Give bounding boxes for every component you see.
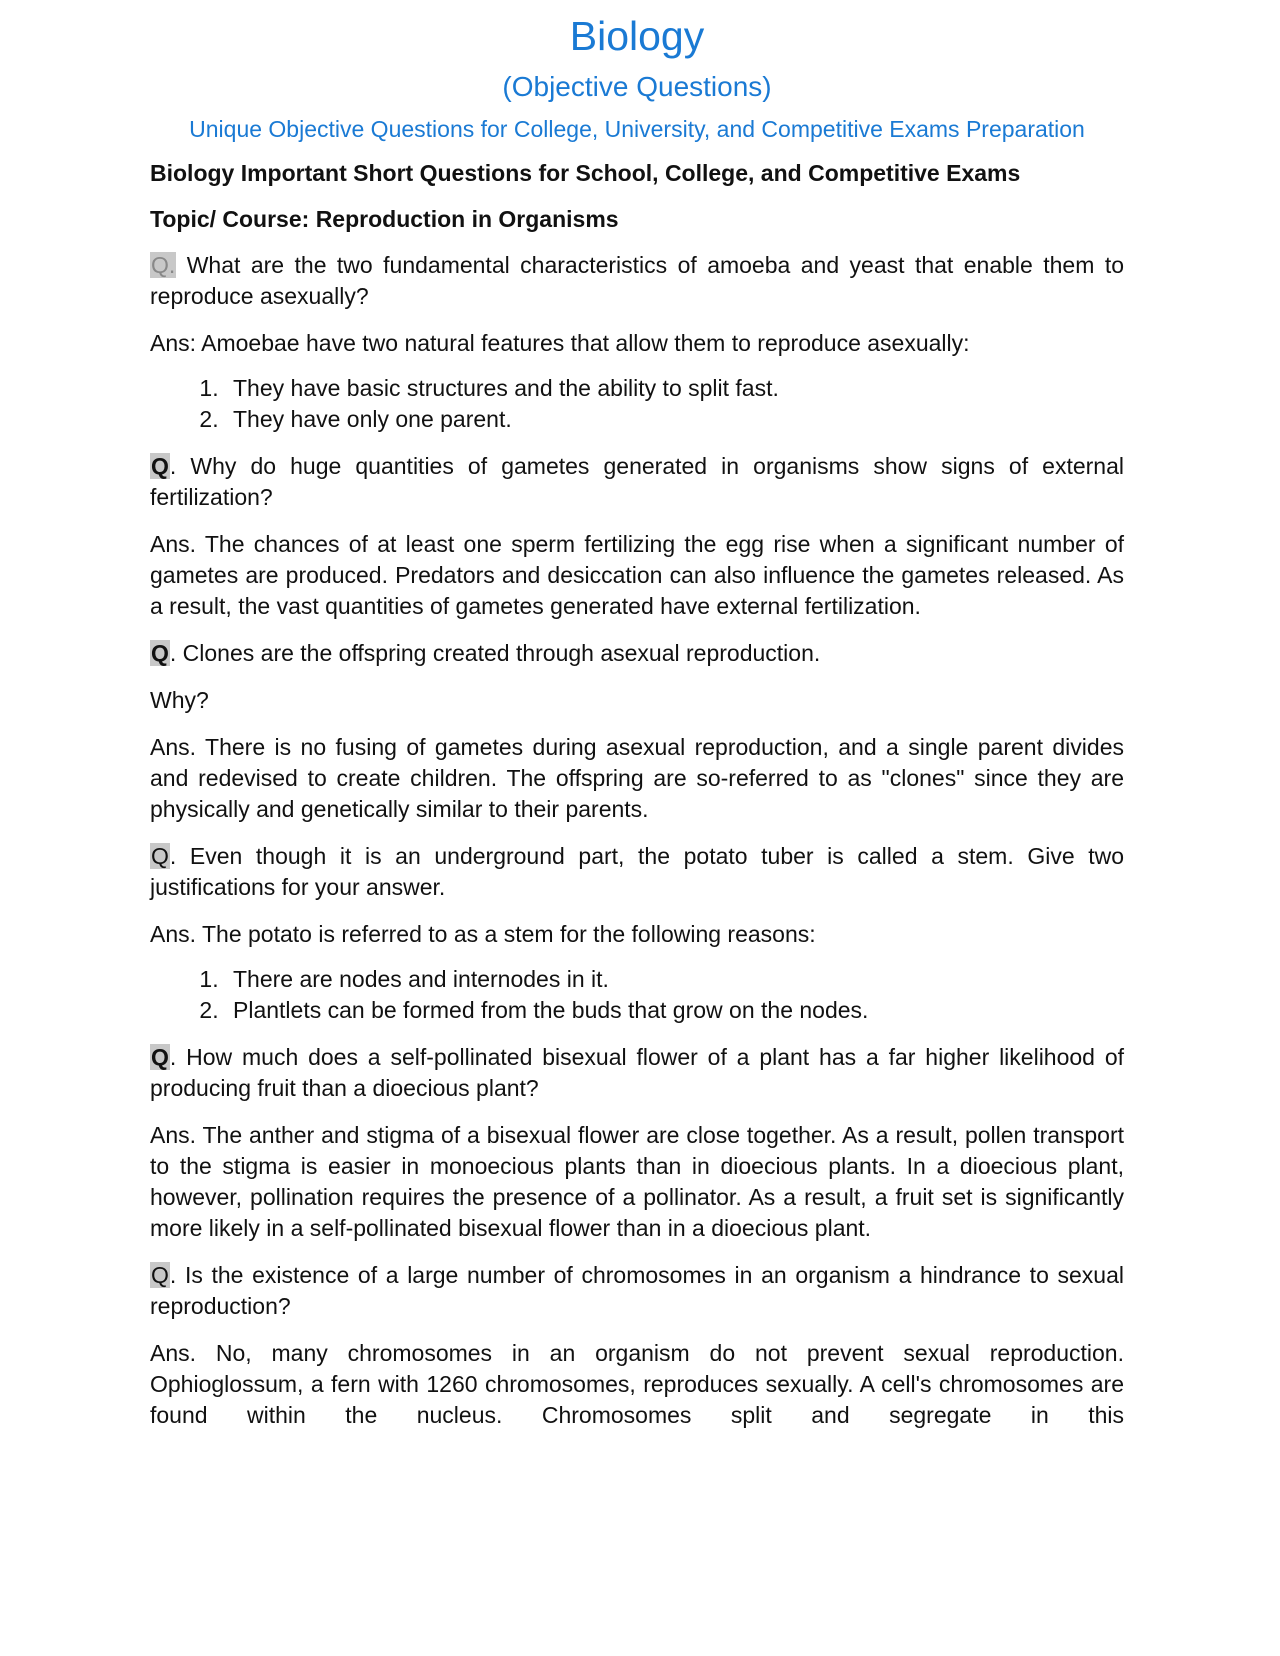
- question-6: Q. Is the existence of a large number of chromosomes in an organism a hindrance to sexual reproduction?: [150, 1262, 1125, 1319]
- question-5: Q. How much does a self-pollinated bisexual flower of a plant has a far higher likelihood of producing fruit than a dioecious plant?: [150, 1044, 1125, 1101]
- answer-4-list: [150, 964, 1124, 1026]
- document-title: Biology: [569, 13, 705, 59]
- question-3-why: Why?: [150, 687, 209, 713]
- document-page: [150, 0, 1124, 1431]
- question-1: Q. What are the two fundamental characteristics of amoeba and yeast that enable them to reproduce asexually?: [150, 252, 1124, 309]
- answer-5: Ans. The anther and stigma of a bisexual flower are close together. As a result, pollen transport to the stigma is easier in monoecious plants than in dioecious plants. In a dioecious plant, however, pollination requires the presence of a pollinator. As a result, a fruit set is significantly more likely in a self-pollinated bisexual flower than in a dioecious plant.: [150, 1122, 1124, 1241]
- topic-heading: Topic/ Course: Reproduction in Organisms: [150, 206, 619, 232]
- question-marker: Q: [151, 640, 169, 666]
- answer-3: Ans. There is no fusing of gametes during asexual reproduction, and a single parent divides and redevised to create children. The offspring are so-referred to as "clones" since they are physically and genetically similar to their parents.: [150, 734, 1124, 822]
- answer-1: Ans: Amoebae have two natural features that allow them to reproduce asexually:: [150, 330, 970, 356]
- question-marker: Q: [151, 1262, 169, 1288]
- question-marker: Q: [151, 1044, 169, 1070]
- answer-2: Ans. The chances of at least one sperm fertilizing the egg rise when a significant number of gametes are produced. Predators and desiccation can also influence the gametes released. As a result, the vast quantities of gametes generated have external fertilization.: [150, 531, 1124, 619]
- document-tagline: Unique Objective Questions for College, University, and Competitive Exams Preparation: [189, 116, 1085, 142]
- list-item: 1. They have basic structures and the ability to split fast.: [225, 373, 1124, 404]
- answer-1-list: [150, 373, 1124, 435]
- question-3: Q. Clones are the offspring created through asexual reproduction.: [151, 640, 821, 666]
- question-marker: Q.: [151, 252, 176, 278]
- answer-6: Ans. No, many chromosomes in an organism do not prevent sexual reproduction. Ophioglossum, a fern with 1260 chromosomes, reproduces sexually. A cell's chromosomes are found within the nucleus. Chromosomes split and segregate in this: [150, 1340, 1124, 1428]
- section-heading: Biology Important Short Questions for School, College, and Competitive Exams: [150, 160, 1021, 186]
- list-item: 2. Plantlets can be formed from the buds that grow on the nodes.: [225, 995, 1124, 1026]
- list-item: 2. They have only one parent.: [225, 404, 1124, 435]
- question-4: Q. Even though it is an underground part, the potato tuber is called a stem. Give two justifications for your answer.: [150, 843, 1125, 900]
- answer-4: Ans. The potato is referred to as a stem for the following reasons:: [150, 921, 816, 947]
- list-item: 1. There are nodes and internodes in it.: [225, 964, 1124, 995]
- question-marker: Q: [151, 453, 169, 479]
- question-2: Q. Why do huge quantities of gametes generated in organisms show signs of external fertilization?: [150, 453, 1125, 510]
- question-marker: Q: [151, 843, 169, 869]
- document-subtitle: (Objective Questions): [502, 71, 772, 102]
